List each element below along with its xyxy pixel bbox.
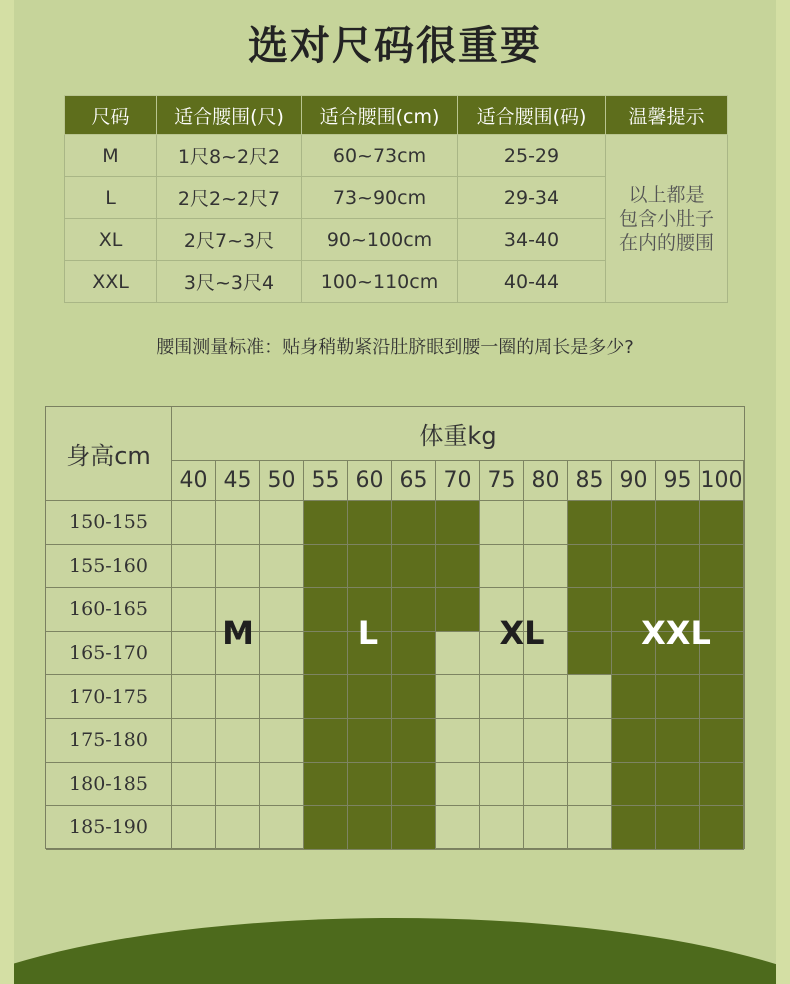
- grid-cell-light: [480, 545, 524, 589]
- size-table: [64, 95, 728, 303]
- grid-cell-dark: [612, 806, 656, 850]
- grid-cell-dark: [348, 545, 392, 589]
- height-label: 170-175: [46, 675, 172, 719]
- grid-cell-dark: [436, 545, 480, 589]
- grid-cell-dark: [612, 719, 656, 763]
- cell-waist-inch: 34-40: [458, 219, 606, 261]
- grid-cell-dark: [656, 545, 700, 589]
- grid-cell-dark: [436, 501, 480, 545]
- measurement-note: 腰围测量标准：贴身稍勒紧沿肚脐眼到腰一圈的周长是多少?: [156, 337, 634, 358]
- grid-cell-dark: [348, 763, 392, 807]
- header-waist-inch: 适合腰围(码): [458, 96, 606, 135]
- height-label: 185-190: [46, 806, 172, 850]
- grid-cell-light: [216, 545, 260, 589]
- grid-cell-dark: [392, 632, 436, 676]
- grid-cell-dark: [700, 501, 744, 545]
- grid-cell-light: [172, 588, 216, 632]
- grid-cell-light: [524, 501, 568, 545]
- grid-cell-dark: [392, 501, 436, 545]
- cell-waist-chi: 1尺8~2尺2: [157, 135, 302, 177]
- tip-cell: [606, 135, 728, 303]
- grid-cell-light: [260, 501, 304, 545]
- grid-cell-light: [524, 675, 568, 719]
- height-label: 160-165: [46, 588, 172, 632]
- tip-line: 包含小肚子: [618, 207, 714, 230]
- grid-cell-light: [172, 806, 216, 850]
- weight-label: 80: [524, 461, 568, 501]
- decorative-hill: [14, 900, 776, 984]
- grid-cell-dark: [304, 545, 348, 589]
- grid-cell-dark: [304, 719, 348, 763]
- grid-cell-light: [172, 632, 216, 676]
- grid-cell-light: [436, 675, 480, 719]
- grid-cell-light: [480, 719, 524, 763]
- cell-waist-chi: 2尺7~3尺: [157, 219, 302, 261]
- grid-cell-light: [568, 763, 612, 807]
- weight-label: 75: [480, 461, 524, 501]
- grid-cell-dark: [392, 588, 436, 632]
- grid-cell-light: [260, 763, 304, 807]
- grid-cell-light: [172, 719, 216, 763]
- grid-cell-dark: [656, 719, 700, 763]
- grid-cell-light: [260, 588, 304, 632]
- grid-cell-dark: [304, 806, 348, 850]
- size-chart-grid: [45, 406, 745, 849]
- grid-cell-light: [260, 719, 304, 763]
- weight-label: 65: [392, 461, 436, 501]
- cell-waist-cm: 90~100cm: [302, 219, 458, 261]
- grid-cell-dark: [304, 632, 348, 676]
- grid-cell-light: [480, 501, 524, 545]
- height-label: 155-160: [46, 545, 172, 589]
- grid-cell-dark: [700, 806, 744, 850]
- grid-cell-dark: [568, 545, 612, 589]
- height-label: 150-155: [46, 501, 172, 545]
- grid-cell-light: [524, 806, 568, 850]
- weight-label: 85: [568, 461, 612, 501]
- weight-axis-title: 体重kg: [172, 407, 744, 461]
- grid-cell-dark: [392, 545, 436, 589]
- grid-cell-light: [568, 719, 612, 763]
- size-zone-label: XXL: [641, 614, 711, 652]
- tip-line: 在内的腰围: [618, 231, 714, 254]
- height-label: 180-185: [46, 763, 172, 807]
- cell-waist-chi: 2尺2~2尺7: [157, 177, 302, 219]
- grid-cell-dark: [700, 719, 744, 763]
- cell-waist-inch: 40-44: [458, 261, 606, 303]
- cell-waist-cm: 73~90cm: [302, 177, 458, 219]
- grid-cell-dark: [304, 501, 348, 545]
- grid-cell-light: [480, 675, 524, 719]
- weight-label: 60: [348, 461, 392, 501]
- grid-cell-dark: [568, 501, 612, 545]
- height-label: 175-180: [46, 719, 172, 763]
- weight-label: 90: [612, 461, 656, 501]
- table-row: [65, 135, 728, 177]
- grid-cell-dark: [348, 719, 392, 763]
- cell-size: XL: [65, 219, 157, 261]
- grid-cell-light: [524, 719, 568, 763]
- size-zone-label: M: [222, 614, 254, 652]
- weight-label: 55: [304, 461, 348, 501]
- header-tip: 温馨提示: [606, 96, 728, 135]
- tip-line: 以上都是: [628, 183, 705, 206]
- header-waist-cm: 适合腰围(cm): [302, 96, 458, 135]
- grid-cell-dark: [656, 501, 700, 545]
- grid-cell-light: [568, 806, 612, 850]
- grid-cell-light: [524, 763, 568, 807]
- grid-cell-dark: [568, 632, 612, 676]
- grid-cell-light: [524, 545, 568, 589]
- size-table-header: [65, 96, 728, 135]
- page-title: 选对尺码很重要: [248, 23, 542, 69]
- grid-cell-dark: [612, 545, 656, 589]
- cell-size: L: [65, 177, 157, 219]
- grid-cell-light: [216, 806, 260, 850]
- grid-cell-dark: [656, 763, 700, 807]
- grid-cell-dark: [348, 806, 392, 850]
- grid-cell-dark: [392, 719, 436, 763]
- grid-cell-light: [260, 632, 304, 676]
- cell-size: XXL: [65, 261, 157, 303]
- height-axis-title: 身高cm: [46, 407, 172, 501]
- grid-cell-light: [480, 763, 524, 807]
- grid-cell-light: [568, 675, 612, 719]
- weight-label: 100: [700, 461, 744, 501]
- grid-cell-dark: [304, 588, 348, 632]
- cell-waist-chi: 3尺~3尺4: [157, 261, 302, 303]
- cell-size: M: [65, 135, 157, 177]
- grid-cell-dark: [612, 675, 656, 719]
- grid-cell-dark: [656, 806, 700, 850]
- grid-cell-light: [260, 545, 304, 589]
- header-size: 尺码: [65, 96, 157, 135]
- grid-cell-dark: [568, 588, 612, 632]
- grid-cell-light: [216, 675, 260, 719]
- cell-waist-cm: 100~110cm: [302, 261, 458, 303]
- grid-cell-light: [436, 806, 480, 850]
- grid-cell-dark: [700, 545, 744, 589]
- weight-label: 95: [656, 461, 700, 501]
- grid-cell-dark: [348, 501, 392, 545]
- size-zone-label: XL: [499, 614, 545, 652]
- grid-cell-light: [480, 806, 524, 850]
- size-zone-label: L: [357, 614, 379, 652]
- cell-waist-cm: 60~73cm: [302, 135, 458, 177]
- grid-cell-light: [260, 806, 304, 850]
- grid-cell-dark: [392, 763, 436, 807]
- grid-cell-light: [216, 719, 260, 763]
- cell-waist-inch: 25-29: [458, 135, 606, 177]
- weight-label: 50: [260, 461, 304, 501]
- weight-label: 45: [216, 461, 260, 501]
- grid-cell-light: [172, 763, 216, 807]
- weight-label: 70: [436, 461, 480, 501]
- grid-cell-light: [436, 719, 480, 763]
- cell-waist-inch: 29-34: [458, 177, 606, 219]
- grid-cell-dark: [656, 675, 700, 719]
- grid-cell-light: [436, 763, 480, 807]
- grid-cell-dark: [392, 806, 436, 850]
- grid-cell-light: [172, 675, 216, 719]
- grid-cell-dark: [700, 675, 744, 719]
- weight-label: 40: [172, 461, 216, 501]
- grid-cell-dark: [700, 763, 744, 807]
- grid-cell-light: [216, 501, 260, 545]
- header-waist-chi: 适合腰围(尺): [157, 96, 302, 135]
- grid-cell-light: [260, 675, 304, 719]
- grid-cell-dark: [436, 588, 480, 632]
- height-label: 165-170: [46, 632, 172, 676]
- grid-cell-light: [216, 763, 260, 807]
- grid-cell-dark: [612, 501, 656, 545]
- grid-cell-dark: [304, 675, 348, 719]
- grid-cell-dark: [612, 763, 656, 807]
- grid-cell-dark: [392, 675, 436, 719]
- grid-cell-dark: [304, 763, 348, 807]
- grid-cell-light: [436, 632, 480, 676]
- grid-cell-light: [172, 545, 216, 589]
- grid-cell-dark: [348, 675, 392, 719]
- grid-cell-light: [172, 501, 216, 545]
